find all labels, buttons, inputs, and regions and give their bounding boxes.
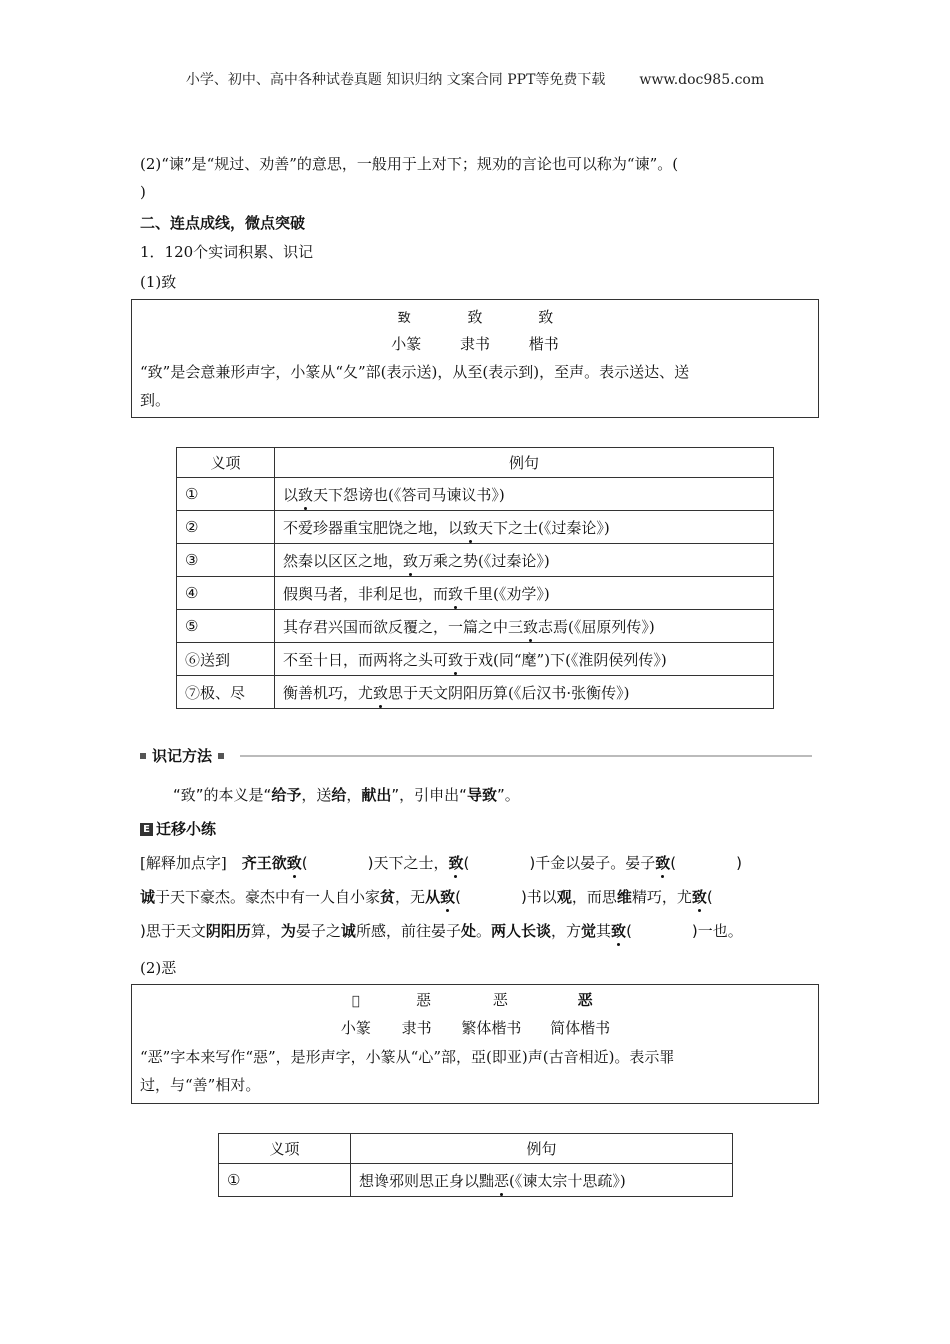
example-cell (275, 478, 774, 511)
exercise-bold: 从 (425, 888, 441, 906)
meaning-cell: ④ (177, 577, 275, 610)
example-text: 天下怨谤也(《答司马谏议书》) (313, 485, 505, 504)
table-row (177, 577, 774, 610)
char-zhi-label: (1)致 (140, 273, 177, 291)
example-text: 其存君兴国而欲反覆之，一篇之中三 (283, 617, 524, 636)
exercise-blank-text[interactable]: ( )书以 (455, 888, 557, 906)
zhi-regular-glyph: 致 (538, 308, 554, 326)
table-row (177, 610, 774, 643)
exercise-title: 迁移小练 (156, 820, 217, 838)
header-example: 例句 (351, 1134, 733, 1164)
square-bullet-icon (140, 753, 146, 759)
example-text: 想谗邪则思正身以黜 (359, 1171, 495, 1190)
header-meaning: 义项 (177, 448, 275, 478)
exercise-text: 所感，前往晏子 (355, 922, 461, 940)
exercise-text: 于天下豪杰。豪杰中有一人自小家 (155, 888, 381, 906)
meaning-cell: ⑦极、尽 (177, 676, 275, 709)
method-bold: 导致 (466, 786, 497, 804)
example-text: 然秦以区区之地， (283, 551, 404, 570)
char-e-label: (2)恶 (140, 959, 177, 977)
header-text: 小学、初中、高中各种试卷真题 知识归纳 文案合同 PPT等免费下载 (185, 72, 606, 88)
zhi-explain-line2: 到。 (140, 391, 171, 409)
dotted-char: 致 (286, 854, 302, 872)
exercise-bold: 观 (556, 888, 572, 906)
example-text: 不至十日，而两将之头可 (283, 650, 449, 669)
section-title: 二、连点成线，微点突破 (140, 214, 306, 232)
method-text-part: “致”的本义是“ (173, 786, 272, 804)
zhi-explain-line1: “致”是会意兼形声字，小篆从“夂”部(表示送)，从至(表示到)，至声。表示送达、送 (140, 363, 690, 381)
exercise-bold: 贫 (380, 888, 396, 906)
example-cell (351, 1164, 733, 1197)
e-seal-glyph: 𢙣 (351, 994, 360, 1009)
dotted-char: 致 (448, 584, 464, 603)
dotted-char: 致 (298, 485, 314, 504)
example-cell (275, 610, 774, 643)
e-meaning-table (218, 1133, 733, 1197)
meaning-cell: ① (219, 1164, 351, 1197)
zhi-clerical-glyph: 致 (467, 308, 483, 326)
method-text-part: ，送 (301, 786, 332, 804)
zhi-seal-glyph: 𦤶 (397, 311, 411, 326)
example-cell (275, 544, 774, 577)
example-text: 假舆马者，非利足也，而 (283, 584, 449, 603)
header-meaning: 义项 (219, 1134, 351, 1164)
e-explain-line2: 过，与“善”相对。 (140, 1076, 261, 1094)
method-bold: 给 (331, 786, 347, 804)
method-text (173, 784, 520, 805)
exercise-text: 其 (596, 922, 612, 940)
example-text: 于戏(同“麾”)下(《淮阴侯列传》) (463, 650, 667, 669)
table-row (177, 544, 774, 577)
dotted-char: 致 (463, 518, 479, 537)
method-text-part: ”，引申出“ (391, 786, 467, 804)
e-glyph-box (131, 984, 819, 1104)
method-title: 识记方法 (152, 747, 213, 765)
example-text: 志焉(《屈原列传》) (538, 617, 655, 636)
example-cell (275, 511, 774, 544)
meaning-cell: ② (177, 511, 275, 544)
exercise-bold: 维 (616, 888, 632, 906)
exercise-text: ，无 (395, 888, 426, 906)
table-row (177, 478, 774, 511)
example-cell (275, 577, 774, 610)
dotted-char: 致 (448, 650, 464, 669)
table-header-row (177, 448, 774, 478)
exercise-text: 精巧，尤 (631, 888, 692, 906)
zhi-label-seal: 小篆 (391, 335, 422, 353)
example-text: 以 (283, 485, 299, 504)
exercise-blank-text[interactable]: )思于天文 (140, 922, 206, 940)
example-text: 思于天文阴阳历算(《后汉书·张衡传》) (388, 683, 630, 702)
method-bold: 献出 (361, 786, 392, 804)
exercise-bold: 诚 (340, 922, 356, 940)
exercise-bold: 阴阳历 (205, 922, 251, 940)
exercise-line-3 (140, 920, 812, 941)
e-glyph-forms (132, 987, 818, 1013)
exercise-line-1 (140, 852, 812, 873)
exercise-text: 。 (475, 922, 491, 940)
question-2-line2: ) (140, 183, 146, 201)
e-label-traditional: 繁体楷书 (461, 1019, 522, 1037)
e-clerical-glyph: 惡 (416, 991, 432, 1009)
dotted-char: 致 (440, 888, 456, 906)
zhi-label-regular: 楷书 (528, 335, 559, 353)
e-label-simplified: 简体楷书 (550, 1019, 611, 1037)
method-bold: 给予 (271, 786, 302, 804)
meaning-cell: ⑥送到 (177, 643, 275, 676)
exercise-prompt: [解释加点字] (140, 854, 242, 872)
method-text-part: ”。 (496, 786, 520, 804)
meaning-cell: ① (177, 478, 275, 511)
zhi-label-clerical: 隶书 (459, 335, 490, 353)
exercise-bold: 诚 (140, 888, 156, 906)
exercise-bold: 处 (460, 922, 476, 940)
dotted-char: 致 (523, 617, 539, 636)
exercise-bold: 觉 (581, 922, 597, 940)
e-simplified-glyph: 恶 (577, 991, 593, 1009)
e-explain-line1: “恶”字本来写作“惡”，是形声字，小篆从“心”部，亞(即亚)声(古音相近)。表示罪 (140, 1048, 675, 1066)
example-text: 千里(《劝学》) (463, 584, 550, 603)
square-bullet-icon (218, 753, 224, 759)
zhi-meaning-table (176, 447, 774, 709)
exercise-bold: 为 (280, 922, 296, 940)
table-header-row (219, 1134, 733, 1164)
zhi-glyph-labels (132, 330, 818, 358)
zhi-glyph-forms (132, 304, 818, 330)
exercise-bold: 两人长谈 (490, 922, 551, 940)
exercise-blank-text[interactable]: ( )一也。 (626, 922, 743, 940)
e-label-seal: 小篆 (340, 1019, 371, 1037)
exercise-blank-text[interactable]: ( (706, 888, 713, 906)
example-cell (275, 676, 774, 709)
e-glyph-labels (132, 1013, 818, 1043)
example-cell (275, 643, 774, 676)
header-url[interactable]: www.doc985.com (639, 72, 765, 88)
exercise-blank-text[interactable]: ( )千金以晏子。晏子 (463, 854, 656, 872)
question-2-line1: (2)“谏”是“规过、劝善”的意思，一般用于上对下；规劝的言论也可以称为“谏”。( (140, 155, 679, 173)
example-text: 衡善机巧，尤 (283, 683, 374, 702)
example-text: 不爱珍器重宝肥饶之地，以 (283, 518, 464, 537)
exercise-header (140, 818, 216, 839)
subsection-title: 1．120个实词积累、识记 (140, 243, 314, 261)
dotted-char: 致 (403, 551, 419, 570)
method-section-header (140, 745, 812, 765)
example-text: (《谏太宗十思疏》) (509, 1171, 626, 1190)
exercise-text: ，方 (551, 922, 582, 940)
divider (240, 755, 812, 757)
page-header (0, 69, 950, 89)
exercise-text: ，而思 (571, 888, 617, 906)
table-row (219, 1164, 733, 1197)
example-text: 万乘之势(《过秦论》) (418, 551, 550, 570)
e-label-clerical: 隶书 (401, 1019, 432, 1037)
method-text-part: ， (346, 786, 362, 804)
header-example: 例句 (275, 448, 774, 478)
table-row (177, 676, 774, 709)
exercise-blank-text[interactable]: ( )天下之士， (301, 854, 449, 872)
exercise-icon: E (140, 823, 153, 836)
exercise-bold: 齐王欲 (241, 854, 287, 872)
table-row (177, 643, 774, 676)
zhi-glyph-box (131, 299, 819, 418)
meaning-cell: ⑤ (177, 610, 275, 643)
exercise-text: 算， (250, 922, 281, 940)
dotted-char: 致 (655, 854, 671, 872)
table-row (177, 511, 774, 544)
dotted-char: 恶 (494, 1171, 510, 1190)
example-text: 天下之士(《过秦论》) (478, 518, 610, 537)
meaning-cell: ③ (177, 544, 275, 577)
exercise-line-2 (140, 886, 812, 907)
exercise-text: 晏子之 (295, 922, 341, 940)
dotted-char: 致 (691, 888, 707, 906)
dotted-char: 致 (373, 683, 389, 702)
dotted-char: 致 (611, 922, 627, 940)
dotted-char: 致 (448, 854, 464, 872)
exercise-blank-text[interactable]: ( ) (670, 854, 742, 872)
e-traditional-glyph: 恶 (492, 991, 508, 1009)
